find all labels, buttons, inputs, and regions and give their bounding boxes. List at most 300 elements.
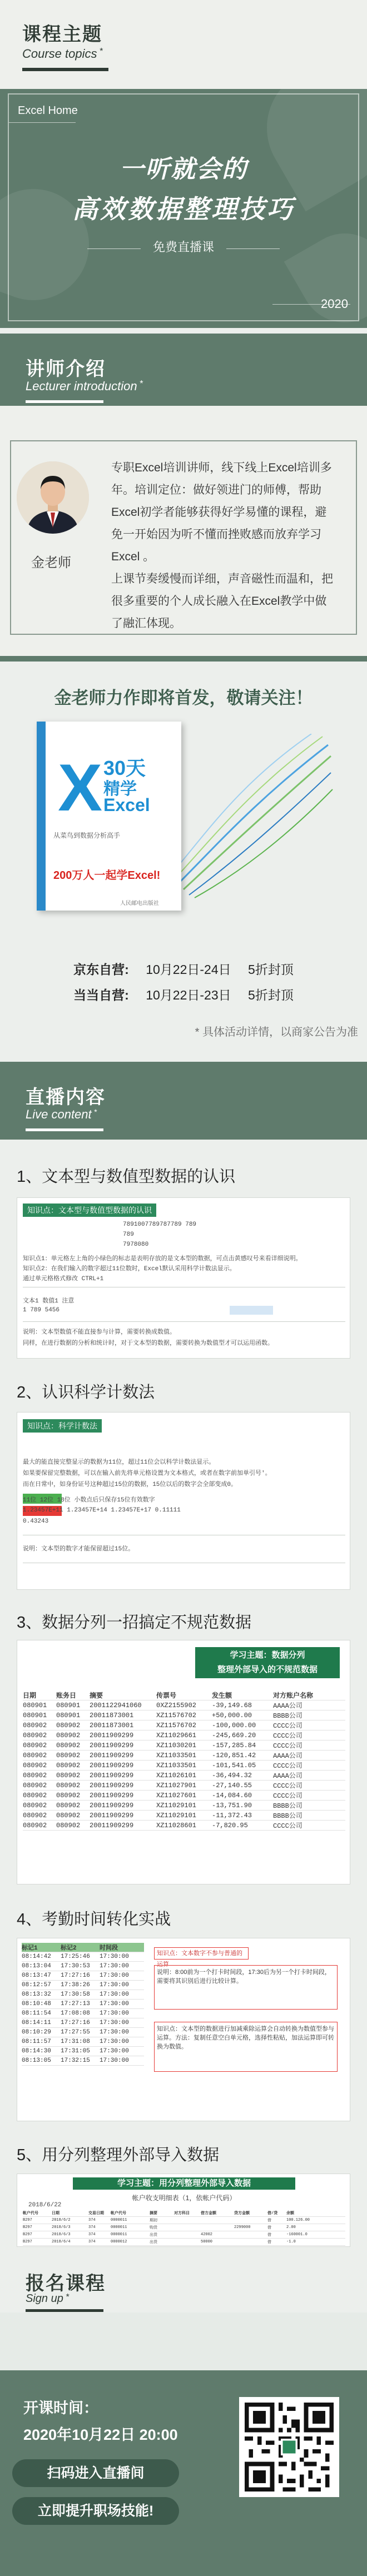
table-cell: XZ11028601 bbox=[156, 1821, 197, 1829]
table-header-cell: 时间段 bbox=[100, 1945, 118, 1952]
table-header-row bbox=[22, 1943, 144, 1952]
table-row bbox=[23, 2231, 345, 2239]
decorative-swoosh-graphic bbox=[172, 734, 334, 901]
topic-5-screenshot bbox=[17, 2174, 350, 2247]
table-row bbox=[22, 2009, 144, 2018]
table-cell: 080902 bbox=[23, 1791, 47, 1799]
table-cell: 080902 bbox=[23, 1721, 47, 1729]
table-cell: 080901 bbox=[23, 1711, 47, 1719]
table-cell: 17:30:53 bbox=[61, 1963, 90, 1970]
book-subtitle: 从菜鸟到数据分析高手 bbox=[53, 832, 121, 839]
table-cell: 42002 bbox=[201, 2232, 213, 2237]
table-cell: 080902 bbox=[56, 1731, 81, 1739]
table-cell: -100,000.00 bbox=[212, 1721, 256, 1729]
table-cell: 08:10:48 bbox=[22, 2001, 51, 2007]
panel-text: 而在日常中，如身份证号这种超过15位的数据，15位以后的数字会全部变成0。 bbox=[23, 1481, 237, 1488]
table-cell: 080902 bbox=[56, 1791, 81, 1799]
table-row bbox=[22, 1990, 144, 2000]
table-cell: 080902 bbox=[23, 1731, 47, 1739]
table-row bbox=[23, 1801, 345, 1811]
star-icon: * bbox=[139, 379, 143, 389]
book-excel: Excel bbox=[103, 795, 150, 815]
table-cell: 080901 bbox=[56, 1711, 81, 1719]
topic-1-screenshot bbox=[17, 1197, 350, 1359]
table-cell: 期初 bbox=[150, 2219, 157, 2223]
table-row bbox=[22, 2056, 144, 2066]
topic-2-screenshot bbox=[17, 1412, 350, 1590]
table-cell: 17:30:00 bbox=[100, 2001, 129, 2007]
table-header-row bbox=[23, 1690, 345, 1700]
table-header-cell: 余额 bbox=[286, 2211, 294, 2216]
table-cell: 080902 bbox=[23, 1821, 47, 1829]
table-cell: CCCC公司 bbox=[273, 1762, 302, 1770]
table-cell: XZ11029661 bbox=[156, 1731, 197, 1739]
table-cell: 080902 bbox=[23, 1751, 47, 1759]
book-spine bbox=[37, 722, 46, 911]
table-header-cell: 贷方金额 bbox=[234, 2211, 250, 2216]
table-cell: 08:12:57 bbox=[22, 1982, 51, 1988]
table-cell: CCCC公司 bbox=[273, 1742, 302, 1750]
signup-section-header bbox=[0, 2251, 367, 2313]
table-cell: -39,149.68 bbox=[212, 1701, 252, 1709]
table-row bbox=[22, 2000, 144, 2009]
table-cell: 17:30:00 bbox=[100, 1972, 129, 1979]
table-cell: -120,851.42 bbox=[212, 1751, 256, 1759]
table-header-cell: 标记1 bbox=[22, 1945, 38, 1952]
panel-text: 说明：文本型数值不能直接参与计算，需要转换成数值。 bbox=[23, 1329, 176, 1336]
table-cell: 50000 bbox=[201, 2240, 213, 2244]
table-cell: 出货 bbox=[150, 2233, 157, 2237]
table-row bbox=[22, 2028, 144, 2037]
table-cell: XZ11027901 bbox=[156, 1781, 197, 1789]
book-slogan: 200万人一起学Excel! bbox=[53, 869, 161, 882]
table-cell: B297 bbox=[23, 2225, 32, 2230]
table-cell: 374 bbox=[88, 2225, 96, 2230]
table-cell: 17:30:00 bbox=[100, 2057, 129, 2064]
sale-discount: 5折封顶 bbox=[248, 962, 294, 977]
table-cell: 20011909299 bbox=[90, 1741, 134, 1749]
table-row bbox=[23, 2217, 345, 2224]
hero-title-line1: 一听就会的 bbox=[120, 156, 247, 183]
table-cell: 17:25:46 bbox=[61, 1953, 90, 1960]
note-box: 知识点：文本数字不参与普通的运算 bbox=[154, 1947, 249, 1960]
table-cell: 080902 bbox=[56, 1761, 81, 1769]
table-cell: 2.00 bbox=[286, 2225, 296, 2230]
table-cell: XZ11027601 bbox=[156, 1791, 197, 1799]
report-heading: 帐户收支明细表（1，依帐户代码） bbox=[132, 2194, 236, 2202]
topic-2-title: 2、认识科学计数法 bbox=[17, 1384, 155, 1401]
avatar-portrait bbox=[17, 461, 89, 534]
hero-subtitle: 免费直播课 bbox=[152, 240, 214, 254]
lecturer-avatar bbox=[17, 461, 89, 534]
book-publisher: 人民邮电出版社 bbox=[120, 901, 159, 907]
table-cell: 080902 bbox=[56, 1771, 81, 1779]
table-cell: 2018/6/3 bbox=[52, 2232, 71, 2237]
table-row bbox=[23, 2246, 345, 2247]
table-cell: XZ11033501 bbox=[156, 1751, 197, 1759]
table-cell: 17:30:58 bbox=[61, 1991, 90, 1998]
lecturer-section-header bbox=[0, 334, 367, 406]
note-box: 知识点：文本型的数据进行加减乘除运算会自动转换为数值型参与运算。方法：复制任意空白单元格，选择性粘贴，加法运算即可转换为数值。 bbox=[154, 2022, 338, 2072]
table-row bbox=[22, 1952, 144, 1962]
table-header-cell: 借方金额 bbox=[201, 2211, 216, 2216]
table-header-cell: 对方账户名称 bbox=[273, 1692, 314, 1700]
table-header-cell: 帐户代号 bbox=[23, 2211, 38, 2216]
table-cell: CCCC公司 bbox=[273, 1822, 302, 1830]
panel-text: 1.23457E+11 1.23457E+14 1.23457E+17 0.11111 bbox=[23, 1507, 181, 1514]
topic-3-screenshot bbox=[17, 1640, 350, 1884]
signup-heading-en: Sign up * bbox=[26, 2292, 70, 2305]
table-cell: 借 bbox=[267, 2219, 271, 2223]
table-row bbox=[22, 1962, 144, 1971]
improve-skills-button[interactable]: 立即提升职场技能! bbox=[12, 2497, 179, 2525]
table-cell: 17:08:08 bbox=[61, 2010, 90, 2017]
table-cell: 借 bbox=[267, 2233, 271, 2237]
table-header-cell: 摘要 bbox=[150, 2211, 157, 2216]
table-row bbox=[22, 1971, 144, 1981]
star-icon: * bbox=[99, 47, 103, 56]
table-row bbox=[23, 1751, 345, 1761]
book-headline: 金老师力作即将首发，敬请关注！ bbox=[54, 688, 313, 708]
lecturer-heading-en: Lecturer introduction * bbox=[26, 379, 143, 393]
table-row bbox=[23, 1710, 345, 1720]
study-topic-banner bbox=[195, 1647, 340, 1678]
table-cell: 17:30:00 bbox=[100, 1991, 129, 1998]
table-cell: AAAA公司 bbox=[273, 1702, 302, 1710]
table-cell: 20011873001 bbox=[90, 1711, 134, 1719]
table-cell: 购货 bbox=[150, 2226, 157, 2230]
table-row bbox=[23, 1700, 345, 1710]
table-header-cell: 摘要 bbox=[90, 1692, 103, 1700]
table-cell: BBBB公司 bbox=[273, 1812, 302, 1820]
table-row bbox=[23, 1821, 345, 1831]
table-cell: 20011909299 bbox=[90, 1771, 134, 1779]
live-section-header bbox=[0, 1062, 367, 1140]
table-cell: 080902 bbox=[23, 1741, 47, 1749]
table-cell: 2018/6/2 bbox=[52, 2218, 71, 2222]
table-cell: 17:30:00 bbox=[100, 1953, 129, 1960]
star-icon: * bbox=[93, 1107, 97, 1116]
table-cell: -14,084.60 bbox=[212, 1791, 252, 1799]
table-cell: BBBB公司 bbox=[273, 1712, 302, 1720]
table-cell: 2018/6/3 bbox=[52, 2225, 71, 2230]
signup-qr-code[interactable] bbox=[239, 2397, 339, 2497]
table-cell: XZ11029101 bbox=[156, 1811, 197, 1819]
table-row bbox=[22, 2018, 144, 2028]
table-cell: 08:14:30 bbox=[22, 2048, 51, 2055]
banner-line: 学习主题：数据分列 bbox=[230, 1650, 305, 1660]
start-time: 2020年10月22日 20:00 bbox=[23, 2426, 178, 2443]
table-cell: 17:27:13 bbox=[61, 2001, 90, 2007]
table-row bbox=[22, 2037, 144, 2047]
account-table bbox=[23, 2210, 345, 2247]
table-cell: 0000011 bbox=[111, 2225, 127, 2230]
panel-text: 7891007789787789 789 bbox=[123, 1221, 197, 1228]
table-row bbox=[23, 1781, 345, 1791]
table-cell: 17:31:05 bbox=[61, 2048, 90, 2055]
table-cell: -36,494.32 bbox=[212, 1771, 252, 1779]
heading-underline bbox=[26, 2309, 103, 2312]
table-cell: 0000011 bbox=[111, 2232, 127, 2237]
book-cover bbox=[37, 722, 181, 911]
brand-underline bbox=[9, 122, 76, 123]
table-cell: 17:30:00 bbox=[100, 2029, 129, 2036]
table-cell: 080901 bbox=[56, 1701, 81, 1709]
page-title: 课程主题 bbox=[22, 24, 102, 45]
table-cell: 08:11:57 bbox=[22, 2038, 51, 2045]
table-header-cell: 帐户代号 bbox=[111, 2211, 126, 2216]
table-cell: CCCC公司 bbox=[273, 1792, 302, 1800]
panel-text: 最大的能直接完整显示的数据为11位，超过11位会以科学计数法显示。 bbox=[23, 1459, 215, 1466]
report-date: 2018/6/22 bbox=[28, 2202, 62, 2209]
table-cell: 借 bbox=[267, 2240, 271, 2245]
table-cell: 17:27:55 bbox=[61, 2029, 90, 2036]
table-cell: 080902 bbox=[56, 1821, 81, 1829]
table-cell: 2018/6/4 bbox=[52, 2240, 71, 2244]
table-cell: B297 bbox=[23, 2232, 32, 2237]
table-cell: 100.126.00 bbox=[286, 2218, 310, 2222]
table-cell: 20011909299 bbox=[90, 1821, 134, 1829]
table-row bbox=[22, 2047, 144, 2056]
table-cell: 080902 bbox=[56, 1781, 81, 1789]
table-cell: 08:13:04 bbox=[22, 1963, 51, 1970]
table-row bbox=[23, 1730, 345, 1740]
table-row bbox=[23, 2224, 345, 2231]
table-cell: 20011909299 bbox=[90, 1791, 134, 1799]
table-cell: 17:30:00 bbox=[100, 1963, 129, 1970]
table-cell: 20011909299 bbox=[90, 1811, 134, 1819]
table-cell: 080902 bbox=[23, 1771, 47, 1779]
table-row bbox=[23, 2239, 345, 2246]
qr-code-icon bbox=[245, 2403, 334, 2492]
knowledge-tag: 知识点：科学计数法 bbox=[23, 1419, 102, 1433]
table-cell: 20011909299 bbox=[90, 1801, 134, 1809]
table-cell: -11,372.43 bbox=[212, 1811, 252, 1819]
table-cell: CCCC公司 bbox=[273, 1722, 302, 1730]
table-header-cell: 日期 bbox=[23, 1692, 37, 1700]
panel-text: 通过单元格格式修改 CTRL+1 bbox=[23, 1276, 104, 1282]
table-cell: 08:14:11 bbox=[22, 2020, 51, 2026]
table-cell: 080902 bbox=[23, 1761, 47, 1769]
table-cell: 080902 bbox=[56, 1751, 81, 1759]
table-cell: BBBB公司 bbox=[273, 1802, 302, 1810]
table-cell: XZ11030201 bbox=[156, 1741, 197, 1749]
lecturer-card bbox=[0, 406, 367, 656]
table-cell: 374 bbox=[88, 2240, 96, 2244]
table-cell: 08:11:54 bbox=[22, 2010, 51, 2017]
table-cell: 0XZ2155902 bbox=[156, 1701, 197, 1709]
table-cell: 374 bbox=[88, 2218, 96, 2222]
table-row bbox=[22, 1981, 144, 1990]
table-cell: CCCC公司 bbox=[273, 1732, 302, 1740]
table-cell: 08:13:47 bbox=[22, 1972, 51, 1979]
table-cell: 17:31:08 bbox=[61, 2038, 90, 2045]
table-cell: 080902 bbox=[56, 1801, 81, 1809]
table-cell: 374 bbox=[88, 2232, 96, 2237]
table-cell: 20011909299 bbox=[90, 1761, 134, 1769]
table-cell: 20011909299 bbox=[90, 1751, 134, 1759]
table-cell: 20011873001 bbox=[90, 1721, 134, 1729]
table-cell: 17:32:15 bbox=[61, 2057, 90, 2064]
table-cell: AAAA公司 bbox=[273, 1752, 302, 1760]
table-cell: 2001122941060 bbox=[90, 1701, 142, 1709]
table-cell: 17:30:00 bbox=[100, 2048, 129, 2055]
table-cell: 08:14:42 bbox=[22, 1953, 51, 1960]
table-cell: 20011909299 bbox=[90, 1781, 134, 1789]
table-cell: B297 bbox=[23, 2218, 32, 2222]
table-cell: 080902 bbox=[23, 1781, 47, 1789]
table-cell: 080902 bbox=[56, 1721, 81, 1729]
table-cell: B297 bbox=[23, 2240, 32, 2244]
enter-live-room-button[interactable]: 扫码进入直播间 bbox=[12, 2459, 179, 2487]
table-row bbox=[23, 1811, 345, 1821]
table-cell: -7,820.95 bbox=[212, 1821, 248, 1829]
divider-line bbox=[87, 248, 141, 249]
table-cell: 080901 bbox=[23, 1701, 47, 1709]
table-cell: -245,669.20 bbox=[212, 1731, 256, 1739]
table-header-cell: 账务日 bbox=[56, 1692, 77, 1700]
table-cell: XZ11576702 bbox=[156, 1711, 197, 1719]
table-cell: 17:27:16 bbox=[61, 2020, 90, 2026]
table-row bbox=[23, 1740, 345, 1751]
section-divider bbox=[0, 656, 367, 662]
knowledge-tag: 知识点：文本型与数值型数据的认识 bbox=[23, 1204, 156, 1217]
page-subtitle: Course topics * bbox=[22, 47, 103, 61]
table-cell: 17:38:26 bbox=[61, 1982, 90, 1988]
lecturer-name: 金老师 bbox=[31, 555, 71, 570]
hero-year: 2020 bbox=[321, 297, 348, 311]
topic-3-title: 3、数据分列一招搞定不规范数据 bbox=[17, 1614, 252, 1632]
store-name: 京东自营: bbox=[73, 962, 129, 977]
sale-dates: 10月22日-24日 bbox=[146, 962, 231, 977]
table-cell: 08:13:32 bbox=[22, 1991, 51, 1998]
sale-dates: 10月22日-23日 bbox=[146, 988, 231, 1002]
table-cell: 0000012 bbox=[111, 2240, 127, 2244]
table-header-cell: 发生额 bbox=[212, 1692, 232, 1700]
table-cell bbox=[267, 2246, 286, 2247]
sale-row-jd bbox=[0, 959, 367, 978]
panel-text: 知识点2：在我们输入的数字超过11位数时，Excel默认采用科学计数法显示。 bbox=[23, 1266, 236, 1272]
table-cell: AAAA公司 bbox=[273, 1772, 302, 1780]
bio-paragraph: 上课节奏缓慢而详细，声音磁性而温和，把很多重要的个人成长融入在Excel教学中做了融汇体现。 bbox=[111, 573, 333, 630]
lecturer-heading: 讲师介绍 bbox=[26, 359, 106, 380]
hero-title-line2: 高效数据整理技巧 bbox=[72, 195, 295, 223]
table-cell: 17:27:16 bbox=[61, 1972, 90, 1979]
heading-underline bbox=[26, 1128, 103, 1131]
table-cell: +50,000.00 bbox=[212, 1711, 252, 1719]
heading-underline bbox=[26, 400, 103, 403]
table-cell: -1.0 bbox=[286, 2240, 296, 2244]
table-cell: -101,541.05 bbox=[212, 1761, 256, 1769]
table-cell: XZ11033501 bbox=[156, 1761, 197, 1769]
study-topic-banner: 学习主题：用分列整理外部导入数据 bbox=[73, 2177, 295, 2190]
highlight-cell bbox=[230, 1306, 273, 1315]
table-cell: -160001.0 bbox=[286, 2232, 308, 2237]
table-cell: 0000011 bbox=[111, 2218, 127, 2222]
hero-banner bbox=[0, 89, 367, 328]
table-cell: 080902 bbox=[23, 1801, 47, 1809]
table-cell: 17:30:00 bbox=[100, 2038, 129, 2045]
panel-text: 1 789 5456 bbox=[23, 1307, 60, 1314]
table-cell: -157,285.84 bbox=[212, 1741, 256, 1749]
panel-text: 7978080 bbox=[123, 1241, 149, 1248]
table-cell: XZ11029101 bbox=[156, 1801, 197, 1809]
panel-text: 知识点1：单元格左上角的小绿色的标志是表明存放的是文本型的数据，可点击黄感叹号来看详细说明。 bbox=[23, 1256, 302, 1262]
store-name: 当当自营: bbox=[73, 988, 129, 1002]
panel-text: 同样，在进行数据的分析和统计时，对于文本型的数据，需要转换为数值型才可以运用函数。 bbox=[23, 1340, 274, 1347]
live-heading: 直播内容 bbox=[26, 1087, 106, 1108]
table-cell: -27,140.55 bbox=[212, 1781, 252, 1789]
note-box: 说明：8:00前为一个打卡时间段，17:30后为另一个打卡时间段，需要将其识别后进行比较计算。 bbox=[154, 1965, 338, 2010]
topic-4-screenshot bbox=[17, 1938, 350, 2121]
signup-section bbox=[0, 2313, 367, 2576]
start-time-label: 开课时间： bbox=[23, 2400, 98, 2416]
divider-line bbox=[226, 248, 280, 249]
table-cell: XZ11026101 bbox=[156, 1771, 197, 1779]
table-header-cell: 交易日期 bbox=[88, 2211, 104, 2216]
grid-line bbox=[23, 1321, 345, 1322]
table-header-cell: 日期 bbox=[52, 2211, 59, 2216]
table-cell: 080902 bbox=[56, 1741, 81, 1749]
signup-heading: 报名课程 bbox=[26, 2273, 106, 2294]
header-section bbox=[0, 0, 367, 89]
promo-footnote: * 具体活动详情，以商家公告为准 bbox=[195, 1026, 358, 1038]
table-header-cell: 借/贷 bbox=[267, 2211, 278, 2216]
table-cell: 借 bbox=[267, 2226, 271, 2230]
table-row bbox=[23, 1720, 345, 1730]
table-cell: 17:30:00 bbox=[100, 2020, 129, 2026]
topic-1-title: 1、文本型与数值型数据的认识 bbox=[17, 1168, 236, 1186]
table-header-cell: 对方科目 bbox=[174, 2211, 190, 2216]
hero-subtitle-row bbox=[0, 238, 367, 255]
bio-paragraph: 专职Excel培训讲师，线下线上Excel培训多年。培训定位：做好领进门的师傅，帮助Excel初学者能够获得好学易懂的课程，避免一开始因为听不懂而挫败感而放弃学习Excel 。 bbox=[111, 461, 332, 563]
book-big-letter: X bbox=[58, 750, 103, 825]
table-header-cell: 标记2 bbox=[61, 1945, 77, 1952]
banner-line: 整理外部导入的不规范数据 bbox=[217, 1665, 318, 1674]
panel-text: 11位 12位 18位 小数点后只保存15位有效数字 bbox=[23, 1497, 155, 1504]
lecturer-bio bbox=[111, 457, 334, 635]
table-cell: 17:30:00 bbox=[100, 2010, 129, 2017]
table-row bbox=[23, 1761, 345, 1771]
table-cell: 08:13:05 bbox=[22, 2057, 51, 2064]
panel-text: 789 bbox=[123, 1231, 134, 1238]
table-header-cell: 传票号 bbox=[156, 1692, 177, 1700]
book-master: 精学 bbox=[103, 780, 137, 798]
table-cell: CCCC公司 bbox=[273, 1782, 302, 1790]
panel-text: 0.43243 bbox=[23, 1518, 49, 1525]
title-underline bbox=[22, 68, 108, 71]
table-cell: 20011909299 bbox=[90, 1731, 134, 1739]
panel-text: 说明：文本型的数字才能保留超过15位。 bbox=[23, 1546, 135, 1553]
table-cell: 2299000 bbox=[234, 2225, 251, 2230]
table-row bbox=[23, 1791, 345, 1801]
star-icon: * bbox=[65, 2292, 70, 2302]
book-promo-section bbox=[0, 656, 367, 1056]
sale-discount: 5折封顶 bbox=[248, 988, 294, 1002]
sale-row-dangdang bbox=[0, 985, 367, 1003]
attendance-table bbox=[22, 1943, 144, 2066]
live-content-body bbox=[0, 1140, 367, 2251]
table-header-row bbox=[23, 2210, 345, 2217]
table-row bbox=[23, 1771, 345, 1781]
live-heading-en: Live content * bbox=[26, 1107, 97, 1121]
table-cell: 080902 bbox=[23, 1811, 47, 1819]
table-cell: 080902 bbox=[56, 1811, 81, 1819]
table-cell: XZ11576702 bbox=[156, 1721, 197, 1729]
book-days: 30天 bbox=[103, 757, 146, 779]
table-cell bbox=[150, 2246, 174, 2247]
panel-text: 文本1 数值1 注意 bbox=[23, 1298, 75, 1305]
